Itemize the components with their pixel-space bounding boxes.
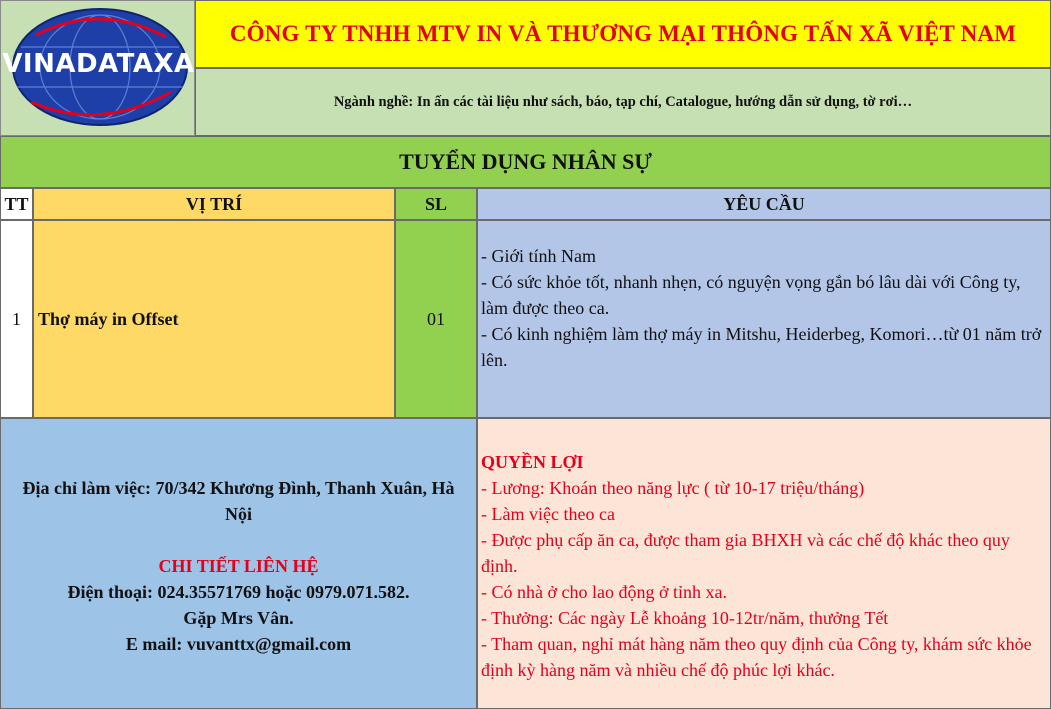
benefits-section xyxy=(477,418,1051,709)
benefit-item: - Thưởng: Các ngày Lễ khoảng 10-12tr/năm, thưởng Tết xyxy=(481,608,889,628)
requirement-item: - Có kinh nghiệm làm thợ máy in Mitshu, Heiderbeg, Komori…từ 01 năm trở lên. xyxy=(481,324,1042,370)
job-position: Thợ máy in Offset xyxy=(33,220,395,418)
contact-email: E mail: vuvanttx@gmail.com xyxy=(125,634,352,654)
logo-text: VINADATAXA xyxy=(2,49,195,79)
requirement-item: - Có sức khỏe tốt, nhanh nhẹn, có nguyện vọng gắn bó lâu dài với Công ty, làm được theo ca. xyxy=(481,272,1021,318)
column-header-requirements: YÊU CẦU xyxy=(477,188,1051,220)
logo-cell xyxy=(0,0,195,136)
benefits-heading: QUYỀN LỢI xyxy=(481,452,584,472)
requirement-item: - Giới tính Nam xyxy=(481,246,597,266)
column-header-tt: TT xyxy=(0,188,33,220)
job-quantity: 01 xyxy=(395,220,477,418)
job-requirements xyxy=(477,220,1051,418)
benefit-item: - Làm việc theo ca xyxy=(481,504,615,524)
contact-heading: CHI TIẾT LIÊN HỆ xyxy=(158,556,319,576)
column-header-position: VỊ TRÍ xyxy=(33,188,395,220)
benefit-item: - Có nhà ở cho lao động ở tỉnh xa. xyxy=(481,582,727,602)
benefit-item: - Lương: Khoán theo năng lực ( từ 10-17 triệu/tháng) xyxy=(481,478,865,498)
work-address: Địa chỉ làm việc: 70/342 Khương Đình, Thanh Xuân, Hà Nội xyxy=(22,478,455,524)
benefit-item: - Tham quan, nghỉ mát hàng năm theo quy định của Công ty, khám sức khỏe định kỳ hàng năm và nhiều chế độ phúc lợi khác. xyxy=(481,634,1032,680)
industry-line: Ngành nghề: In ấn các tài liệu như sách, báo, tạp chí, Catalogue, hướng dẫn sử dụng, tờ rơi… xyxy=(195,68,1051,136)
job-row-number: 1 xyxy=(0,220,33,418)
contact-section xyxy=(0,418,477,709)
page-title: TUYỂN DỤNG NHÂN SỰ xyxy=(0,136,1051,188)
contact-phone: Điện thoại: 024.35571769 hoặc 0979.071.582. xyxy=(67,582,410,602)
column-header-quantity: SL xyxy=(395,188,477,220)
contact-person: Gặp Mrs Vân. xyxy=(183,608,294,628)
company-name: CÔNG TY TNHH MTV IN VÀ THƯƠNG MẠI THÔNG TẤN XÃ VIỆT NAM xyxy=(195,0,1051,68)
benefit-item: - Được phụ cấp ăn ca, được tham gia BHXH và các chế độ khác theo quy định. xyxy=(481,530,1010,576)
